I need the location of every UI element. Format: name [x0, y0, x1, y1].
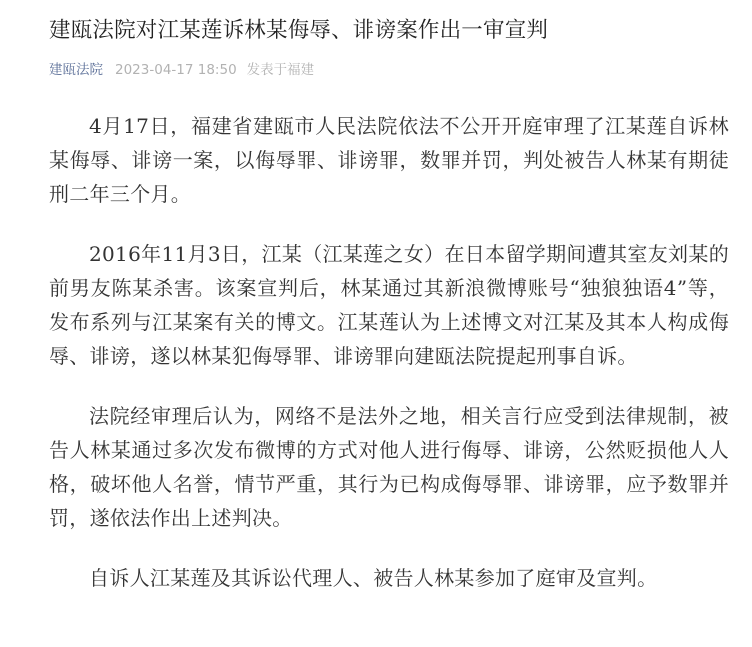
author-link[interactable]: 建瓯法院 — [49, 62, 103, 78]
article-title: 建瓯法院对江某莲诉林某侮辱、诽谤案作出一审宣判 — [49, 18, 549, 43]
publish-location: 发表于福建 — [246, 62, 315, 78]
publish-date: 2023-04-17 18:50 — [115, 62, 237, 78]
paragraph: 2016年11月3日，江某（江某莲之女）在日本留学期间遭其室友刘某的前男友陈某杀害。该案宣判后，林某通过其新浪微博账号“独狼独语4”等，发布系列与江某案有关的博文。江某莲认为上述博文对江某及其本人构成侮辱、诽谤，遂以林某犯侮辱罪、诽谤罪向建瓯法院提起刑事自诉。 — [49, 242, 729, 368]
paragraph: 自诉人江某莲及其诉讼代理人、被告人林某参加了庭审及宣判。 — [89, 566, 658, 590]
paragraph: 4月17日，福建省建瓯市人民法院依法不公开开庭审理了江某莲自诉林某侮辱、诽谤一案，以侮辱罪、诽谤罪，数罪并罚，判处被告人林某有期徒刑二年三个月。 — [49, 114, 729, 206]
article-meta — [49, 61, 729, 79]
article-body — [49, 109, 729, 595]
article — [49, 0, 729, 621]
paragraph: 法院经审理后认为，网络不是法外之地，相关言行应受到法律规制，被告人林某通过多次发布微博的方式对他人进行侮辱、诽谤，公然贬损他人人格，破坏他人名誉，情节严重，其行为已构成侮辱罪、诽谤罪，应予数罪并罚，遂依法作出上述判决。 — [49, 404, 729, 530]
